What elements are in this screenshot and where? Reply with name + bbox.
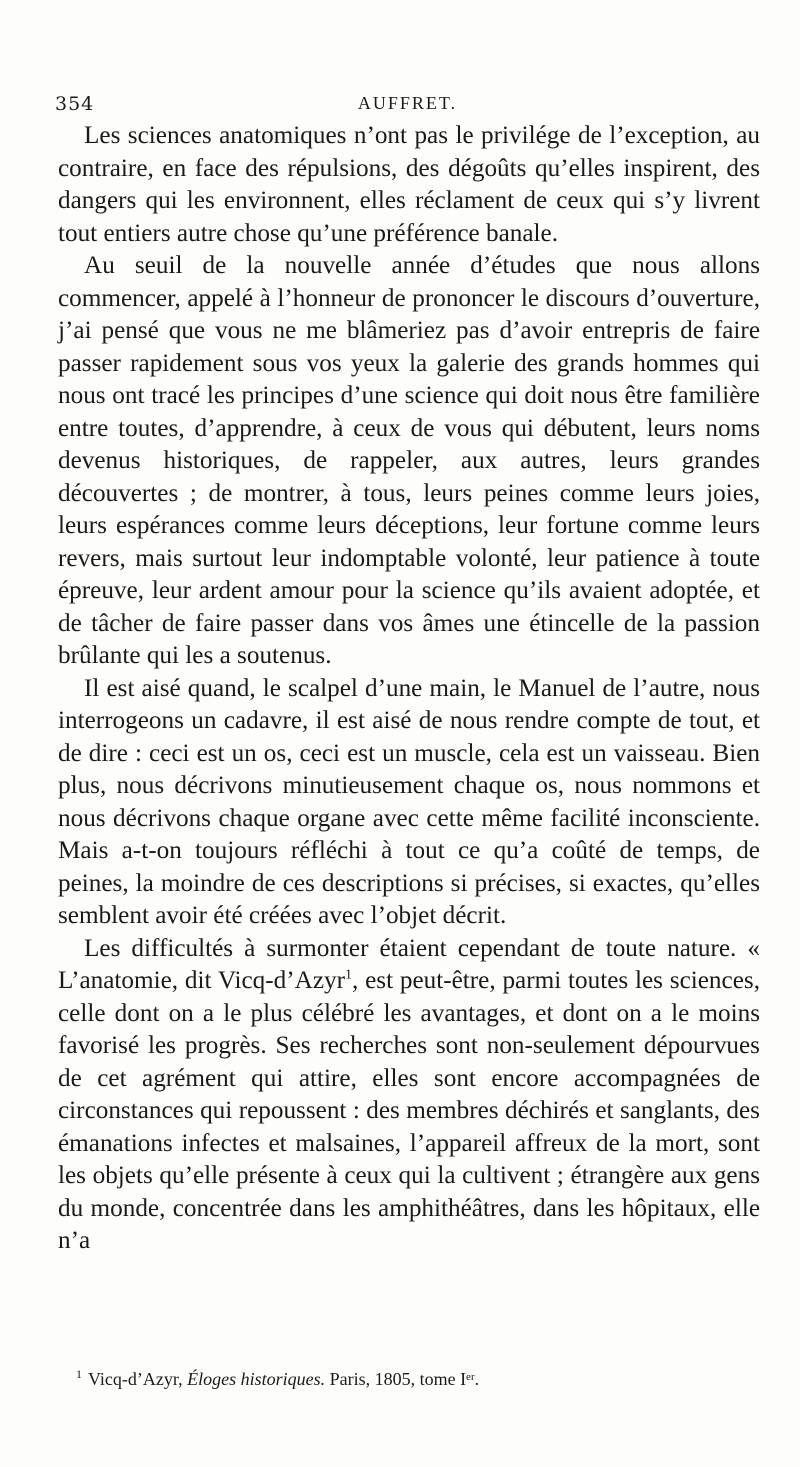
paragraph-4-text-end: , est peut-être, parmi toutes les sciences, celle dont on a le plus célébré les avantages, et dont on a le moins favorisé les progrès. Ses recherches sont non-seulement dépourvues de cet agrément qui attire, elles sont encore accompagnées de circonstances qui repoussent : des membres déchirés et sanglants, des émanations infectes et malsaines, l’appareil affreux de la mort, sont les objets qu’elle présente à ceux qui la cultivent ; étrangère aux gens du monde, concentrée dans les amphithéâtres, dans les hôpitaux, elle n’a <box>58 967 760 1254</box>
paragraph-4 <box>58 933 760 1258</box>
footnote-author: Vicq-d’Azyr, <box>88 1369 183 1389</box>
paragraph-4-text-start: Les difficultés à surmonter étaient cependant de toute nature. « L’anatomie, dit Vicq-d’Azyr <box>58 934 760 994</box>
page-header <box>55 93 760 123</box>
running-head: AUFFRET. <box>357 93 458 113</box>
paragraph-3: Il est aisé quand, le scalpel d’une main, le Manuel de l’autre, nous interrogeons un cadavre, il est aisé de nous rendre compte de tout, et de dire : ceci est un os, ceci est un muscle, cela est un vaisseau. Bien plus, nous décrivons minutieusement chaque os, nous nommons et nous décrivons chaque organe avec cette même facilité inconsciente. Mais a-t-on toujours réfléchi à tout ce qu’a coûté de temps, de peines, la moindre de ces descriptions si précises, si exactes, qu’elles semblent avoir été créées avec l’objet décrit. <box>58 674 760 929</box>
footnote <box>58 1367 760 1391</box>
paragraph-1: Les sciences anatomiques n’ont pas le privilége de l’exception, au contraire, en face des répulsions, des dégoûts qu’elles inspirent, des dangers qui les environnent, elles réclament de ceux qui s’y livrent tout entiers autre chose qu’une préférence banale. <box>58 122 760 247</box>
footnote-title: Éloges historiques. <box>187 1369 326 1389</box>
page-number: 354 <box>55 93 95 115</box>
footnote-details: Paris, 1805, tome Iᵉʳ. <box>329 1369 480 1389</box>
paragraph-2: Au seuil de la nouvelle année d’études que nous allons commencer, appelé à l’honneur de prononcer le discours d’ouverture, j’ai pensé que vous ne me blâmeriez pas d’avoir entrepris de faire passer rapidement sous vos yeux la galerie des grands hommes qui nous ont tracé les principes d’une science qui doit nous être familière entre toutes, d’apprendre, à ceux de vous qui débutent, leurs noms devenus historiques, de rappeler, aux autres, leurs grandes découvertes ; de montrer, à tous, leurs peines comme leurs joies, leurs espérances comme leurs déceptions, leur fortune comme leurs revers, mais surtout leur indomptable volonté, leur patience à toute épreuve, leur ardent amour pour la science qu’ils avaient adoptée, et de tâcher de faire passer dans vos âmes une étincelle de la passion brûlante qui les a soutenus. <box>58 252 760 669</box>
footnote-mark: 1 <box>76 1367 82 1381</box>
footnote-reference: 1 <box>344 967 352 983</box>
body-text <box>58 120 760 1258</box>
